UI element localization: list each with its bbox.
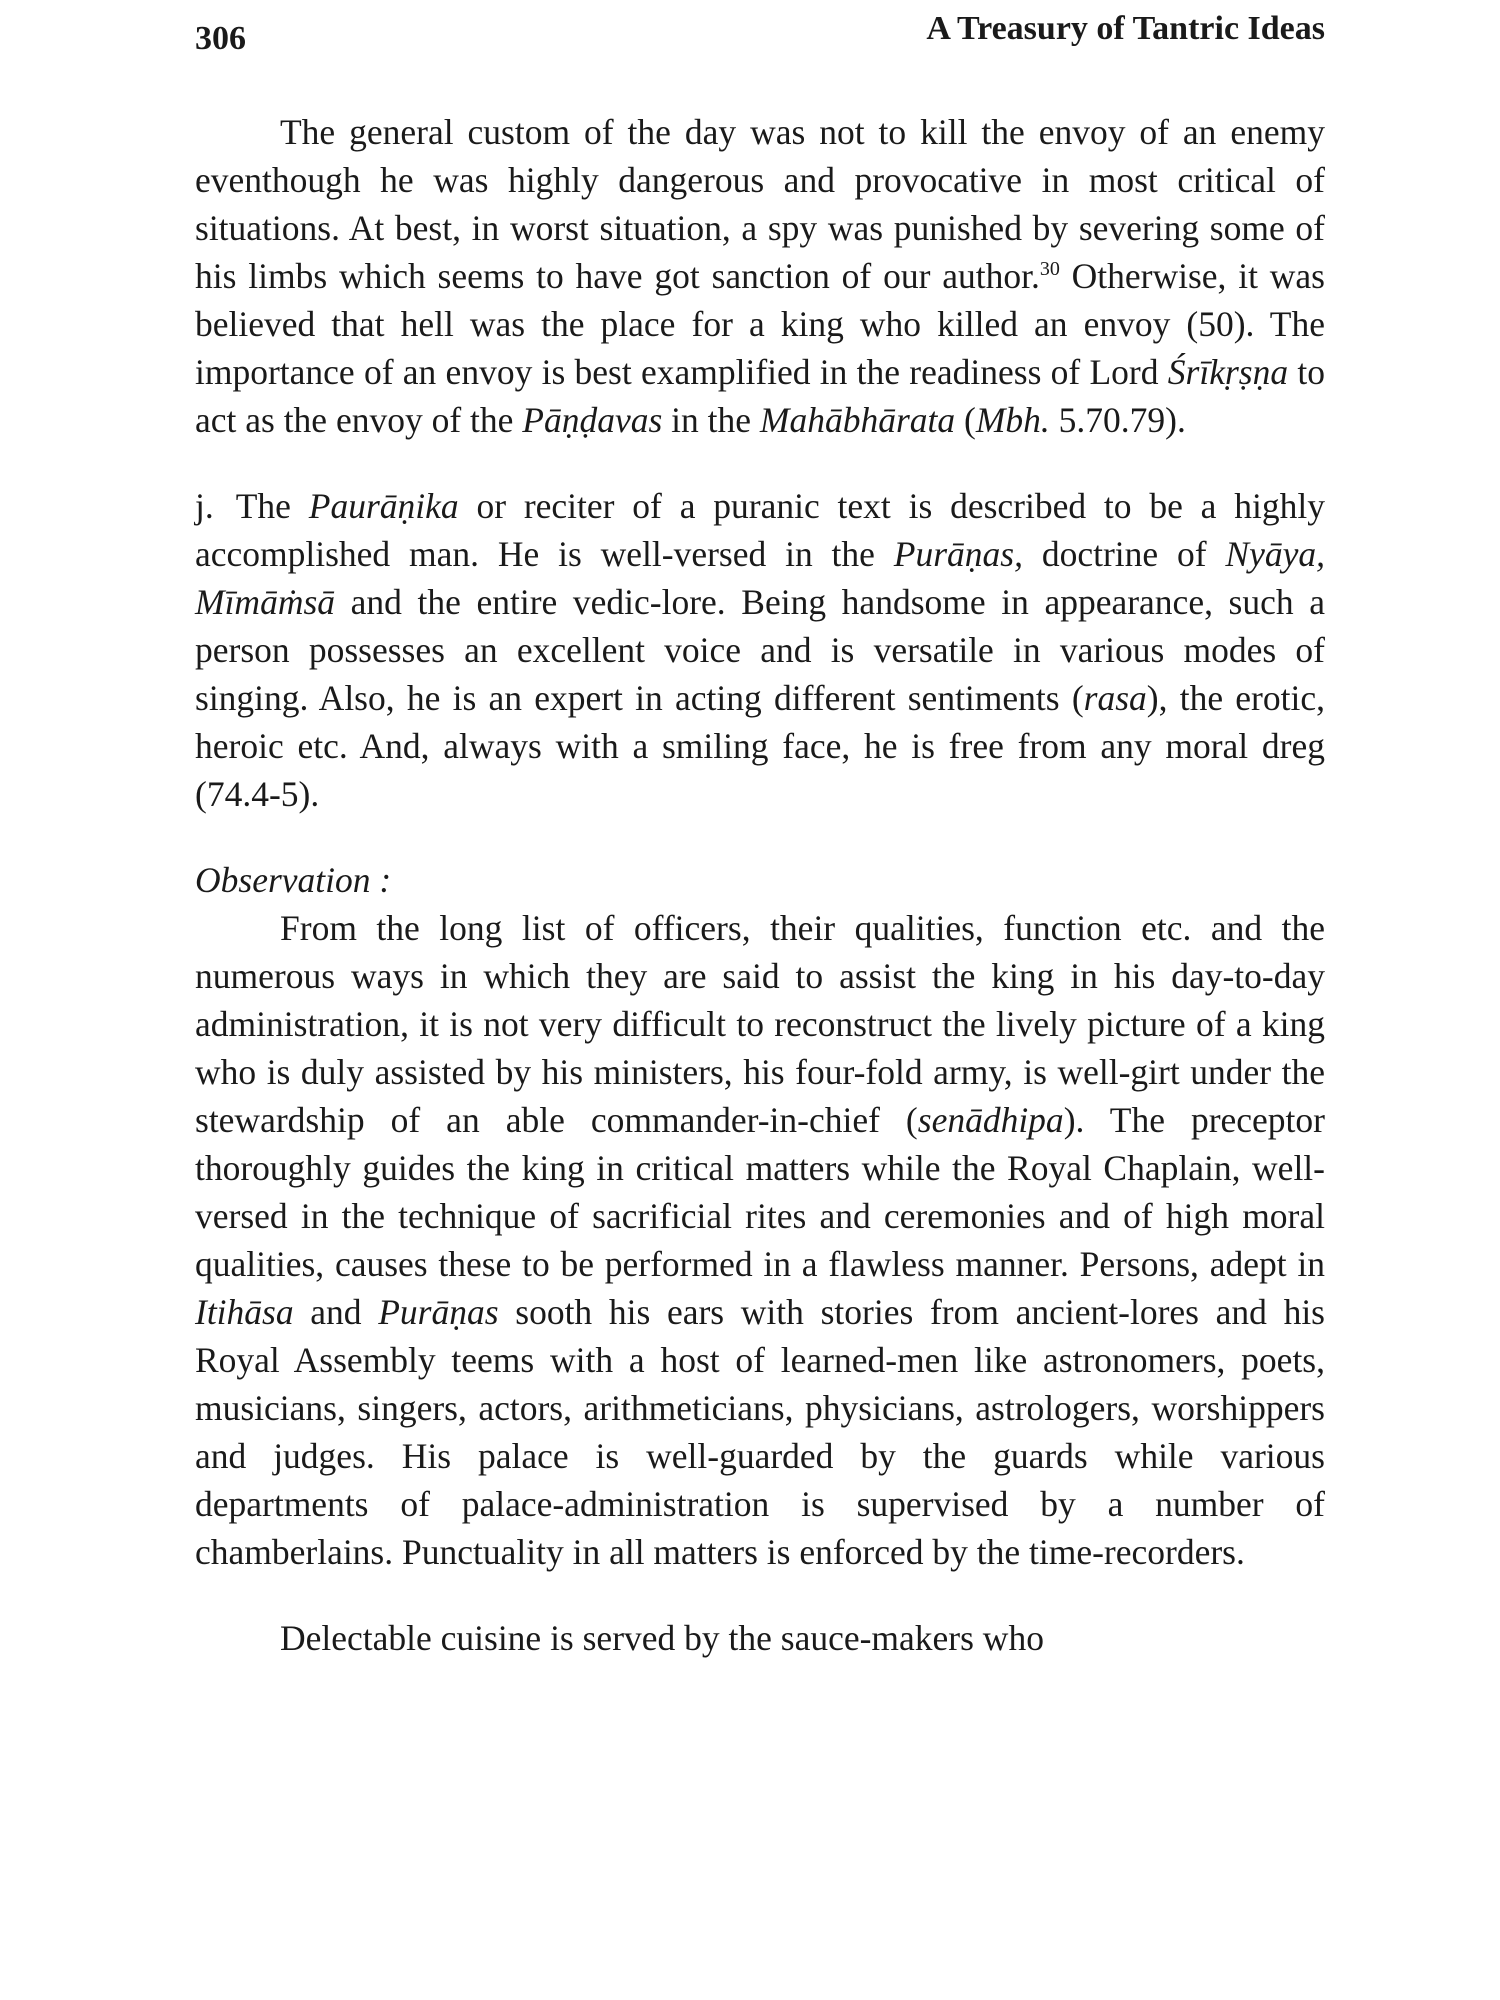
book-title: A Treasury of Tantric Ideas: [926, 10, 1325, 47]
paragraph-observation: From the long list of officers, their qualities, function etc. and the numerous ways in which they are said to assist the king in his day-to-day administration, it is not very difficult to reconstruct the lively picture of a king who is duly assisted by his ministers, his four-fold army, is well-girt under the stewardship of an able commander-in-chief (senādhipa). The preceptor thoroughly guides the king in critical matters while the Royal Chaplain, well-versed in the technique of sacrificial rites and ceremonies and of high moral qualities, causes these to be performed in a flawless manner. Persons, adept in Itihāsa and Purāṇas sooth his ears with stories from ancient-lores and his Royal Assembly teems with a host of learned-men like astronomers, poets, musicians, singers, actors, arithmeticians, physicians, astrologers, worshippers and judges. His palace is well-guarded by the guards while various departments of palace-administration is supervised by a number of chamberlains. Punctuality in all matters is enforced by the time-recorders.: [195, 908, 1325, 1572]
paragraph-pauranika: j. The Paurāṇika or reciter of a puranic text is described to be a highly accomplished man. He is well-versed in the Purāṇas, doctrine of Nyāya, Mīmāṁsā and the entire vedic-lore. Being handsome in appearance, such a person possesses an excellent voice and is versatile in various modes of singing. Also, he is an expert in acting different sentiments (rasa), the erotic, heroic etc. And, always with a smiling face, he is free from any moral dreg (74.4-5).: [195, 486, 1325, 814]
book-page: [195, 0, 1325, 2000]
body-text: [195, 108, 1325, 1662]
observation-heading: Observation :: [195, 860, 392, 900]
paragraph-cuisine: Delectable cuisine is served by the sauce-makers who: [280, 1618, 1044, 1658]
page-number: 306: [195, 20, 246, 57]
footnote-ref: 30: [1039, 258, 1060, 281]
paragraph-envoy: The general custom of the day was not to kill the envoy of an enemy eventhough he was highly dangerous and provocative in most critical of situations. At best, in worst situation, a spy was punished by severing some of his limbs which seems to have got sanction of our author.$^{30}$ Otherwise, it was believed that hell was the place for a king who killed an envoy (50). The importance of an envoy is best examplified in the readiness of Lord Śrīkṛṣṇa to act as the envoy of the Pāṇḍavas in the Mahābhārata (Mbh. 5.70.79).: [195, 112, 1325, 440]
list-label: j.: [195, 486, 214, 526]
running-head: [195, 10, 1325, 60]
